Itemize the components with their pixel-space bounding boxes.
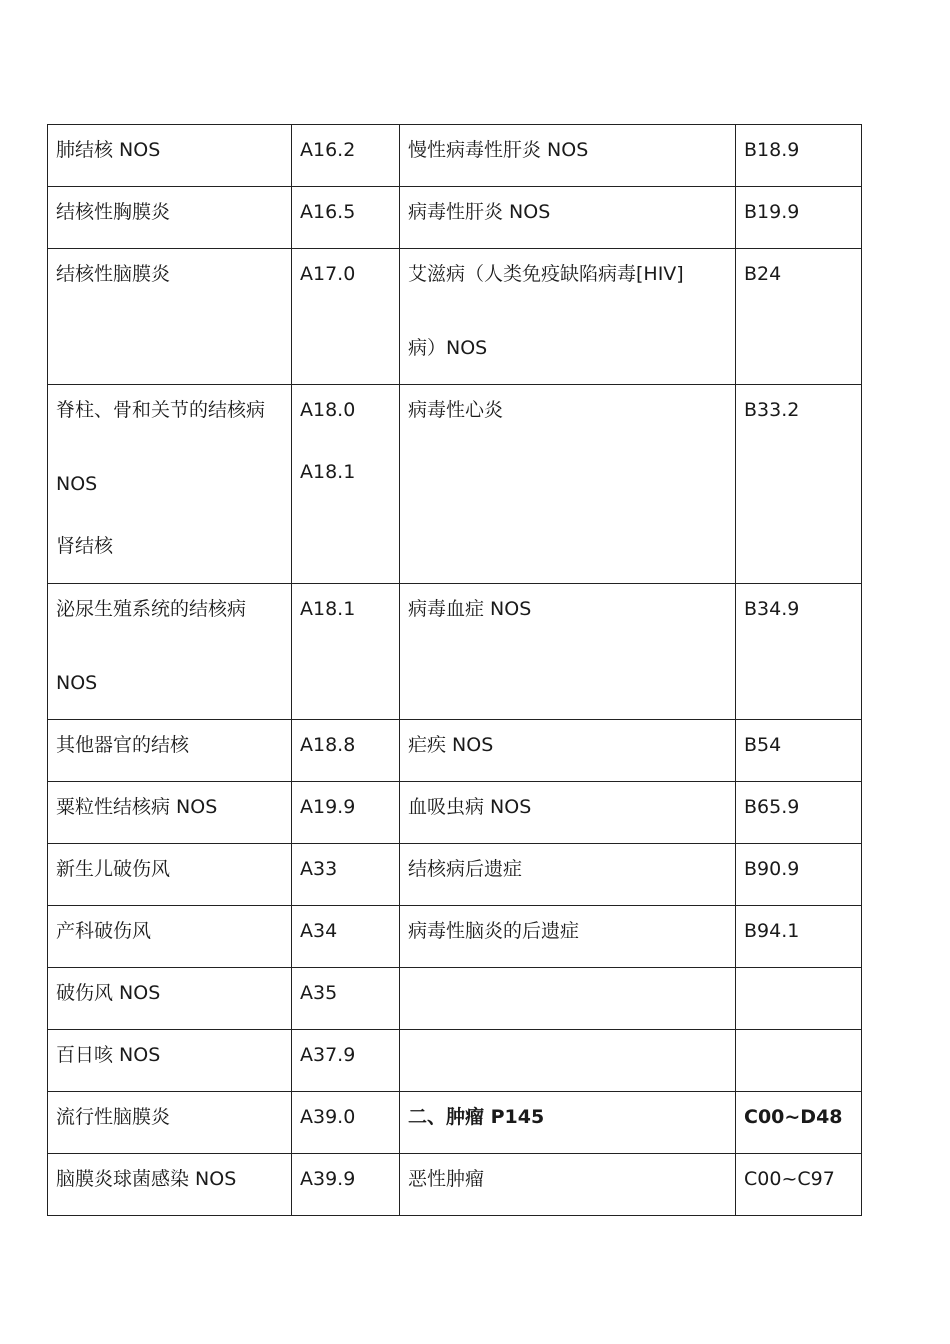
left-icd-code: A39.9 (292, 1154, 400, 1216)
left-icd-code-line: A18.0 (300, 399, 356, 421)
line-spacer (56, 621, 283, 671)
left-disease-name-line: NOS (56, 473, 98, 495)
right-disease-name: 疟疾 NOS (400, 720, 736, 782)
right-disease-name: 病毒性肝炎 NOS (400, 187, 736, 249)
left-icd-code: A19.9 (292, 782, 400, 844)
left-disease-name (48, 385, 292, 584)
right-disease-name: 病毒血症 NOS (400, 584, 736, 720)
table-row (48, 249, 862, 385)
section-code-range: C00~D48 (736, 1092, 862, 1154)
left-icd-code: A33 (292, 844, 400, 906)
right-icd-code: B24 (736, 249, 862, 385)
table-row (48, 125, 862, 187)
right-icd-code: B65.9 (736, 782, 862, 844)
left-disease-name-line: 泌尿生殖系统的结核病 (56, 598, 247, 620)
table-row (48, 187, 862, 249)
table-row (48, 1030, 862, 1092)
line-spacer (300, 422, 391, 460)
right-icd-code: B18.9 (736, 125, 862, 187)
left-icd-code: A16.2 (292, 125, 400, 187)
line-spacer (56, 422, 283, 472)
left-disease-name: 产科破伤风 (48, 906, 292, 968)
left-disease-name: 新生儿破伤风 (48, 844, 292, 906)
right-disease-name-line: 艾滋病（人类免疫缺陷病毒[HIV] (408, 263, 684, 285)
table-row (48, 584, 862, 720)
left-disease-name-line: NOS (56, 672, 98, 694)
right-icd-code: B94.1 (736, 906, 862, 968)
table-row (48, 968, 862, 1030)
right-disease-name: 病毒性脑炎的后遗症 (400, 906, 736, 968)
table-row (48, 906, 862, 968)
right-disease-name (400, 968, 736, 1030)
left-disease-name-line: 肾结核 (56, 535, 114, 557)
right-disease-name (400, 249, 736, 385)
left-icd-code: A35 (292, 968, 400, 1030)
left-icd-code: A16.5 (292, 187, 400, 249)
left-icd-code: A17.0 (292, 249, 400, 385)
left-disease-name (48, 584, 292, 720)
left-disease-name: 结核性胸膜炎 (48, 187, 292, 249)
right-icd-code: B90.9 (736, 844, 862, 906)
table-row (48, 844, 862, 906)
table-row (48, 1154, 862, 1216)
left-disease-name: 粟粒性结核病 NOS (48, 782, 292, 844)
right-icd-code: B19.9 (736, 187, 862, 249)
left-icd-code: A34 (292, 906, 400, 968)
left-disease-name: 百日咳 NOS (48, 1030, 292, 1092)
right-icd-code: B54 (736, 720, 862, 782)
right-icd-code: B33.2 (736, 385, 862, 584)
table-row (48, 782, 862, 844)
left-icd-code-line: A18.1 (300, 461, 356, 483)
right-disease-name-line: 病）NOS (408, 337, 488, 359)
right-disease-name (400, 1030, 736, 1092)
table-row (48, 1092, 862, 1154)
table-row (48, 385, 862, 584)
left-icd-code: A37.9 (292, 1030, 400, 1092)
left-disease-name: 脑膜炎球菌感染 NOS (48, 1154, 292, 1216)
right-icd-code: C00~C97 (736, 1154, 862, 1216)
line-spacer (408, 286, 727, 336)
left-icd-code (292, 385, 400, 584)
left-disease-name-line: 脊柱、骨和关节的结核病 (56, 399, 266, 421)
right-icd-code: B34.9 (736, 584, 862, 720)
section-heading-neoplasms: 二、肿瘤 P145 (400, 1092, 736, 1154)
table-row (48, 720, 862, 782)
left-disease-name: 破伤风 NOS (48, 968, 292, 1030)
left-icd-code: A18.1 (292, 584, 400, 720)
left-disease-name: 肺结核 NOS (48, 125, 292, 187)
left-icd-code: A39.0 (292, 1092, 400, 1154)
right-disease-name: 病毒性心炎 (400, 385, 736, 584)
right-disease-name: 慢性病毒性肝炎 NOS (400, 125, 736, 187)
right-icd-code (736, 968, 862, 1030)
right-disease-name: 血吸虫病 NOS (400, 782, 736, 844)
line-spacer (56, 496, 283, 534)
left-disease-name: 结核性脑膜炎 (48, 249, 292, 385)
left-icd-code: A18.8 (292, 720, 400, 782)
left-disease-name: 其他器官的结核 (48, 720, 292, 782)
left-disease-name: 流行性脑膜炎 (48, 1092, 292, 1154)
right-disease-name: 恶性肿瘤 (400, 1154, 736, 1216)
right-icd-code (736, 1030, 862, 1092)
right-disease-name: 结核病后遗症 (400, 844, 736, 906)
icd-code-table (47, 124, 862, 1216)
